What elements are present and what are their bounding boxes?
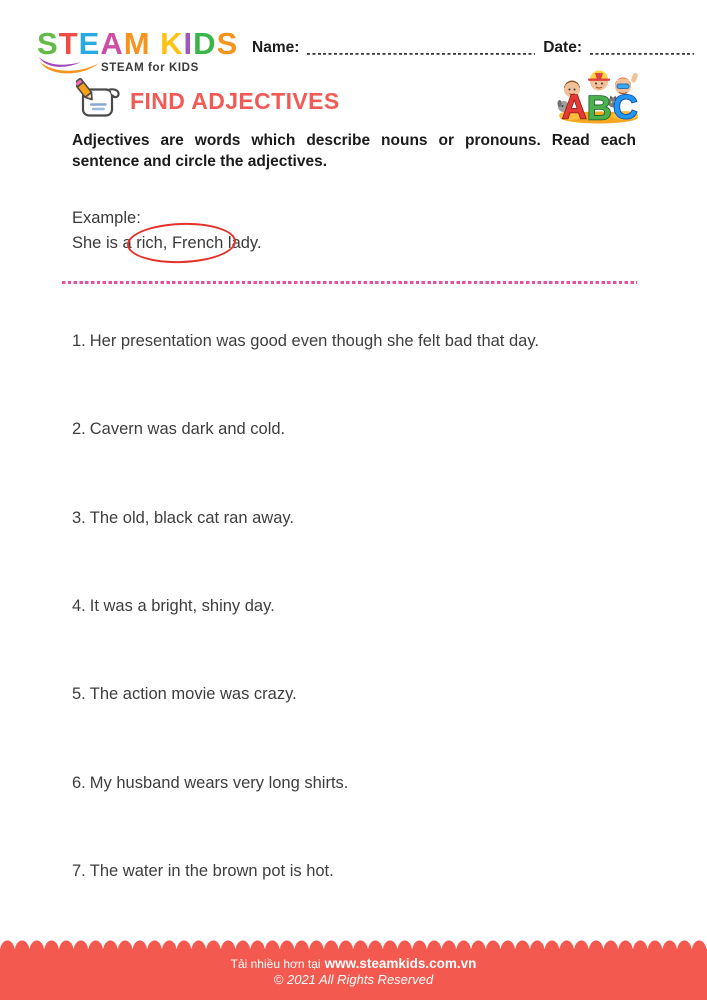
- name-date-row: [252, 39, 694, 57]
- logo-letters: [37, 28, 247, 59]
- name-fill-line: [307, 43, 535, 55]
- instructions-text: Adjectives are words which describe nouns or pronouns. Read each sentence and circle the adjectives.: [72, 132, 636, 171]
- footer-copyright: © 2021 All Rights Reserved: [273, 972, 434, 987]
- logo-letter: S: [216, 26, 239, 61]
- sentence-item: [72, 860, 677, 948]
- svg-text:B: B: [587, 89, 612, 124]
- sentence-text: The old, black cat ran away.: [89, 508, 294, 527]
- footer-website: www.steamkids.com.vn: [324, 956, 477, 971]
- sentence-number: 3.: [72, 508, 86, 527]
- logo-letter: I: [183, 26, 194, 61]
- sentence-item: [72, 507, 677, 595]
- sentence-item: [72, 418, 677, 506]
- logo-letter: E: [78, 26, 101, 61]
- sentence-item: [72, 595, 677, 683]
- example-suffix: lady.: [223, 233, 262, 252]
- sentence-item: [72, 772, 677, 860]
- footer: [0, 951, 707, 1000]
- example-label: Example:: [72, 209, 141, 227]
- logo-letter: K: [160, 26, 184, 61]
- logo-letter: [151, 26, 161, 61]
- svg-text:C: C: [613, 88, 638, 124]
- sentence-text: It was a bright, shiny day.: [89, 597, 275, 616]
- circled-words: rich, French: [136, 233, 224, 252]
- sentence-item: [72, 683, 677, 771]
- abc-kids-clipart: [557, 66, 642, 124]
- sentence-list: [72, 330, 677, 948]
- sentence-number: 6.: [72, 773, 86, 792]
- example-sentence: [72, 232, 262, 255]
- sentence-text: Cavern was dark and cold.: [89, 420, 286, 439]
- dotted-separator: [62, 281, 637, 284]
- sentence-number: 2.: [72, 420, 86, 439]
- sentence-item: [72, 330, 677, 418]
- logo-letter: A: [100, 26, 124, 61]
- sentence-text: The water in the brown pot is hot.: [89, 862, 334, 881]
- sentence-number: 1.: [72, 332, 86, 350]
- date-label: Date:: [543, 39, 582, 56]
- page-title: FIND ADJECTIVES: [130, 88, 340, 114]
- example-block: [72, 207, 262, 255]
- sentence-number: 5.: [72, 685, 86, 704]
- sentence-text: The action movie was crazy.: [89, 685, 297, 704]
- logo-subtitle: STEAM for KIDS: [101, 62, 199, 74]
- logo-letter: M: [123, 26, 151, 61]
- logo-letter: T: [58, 26, 79, 61]
- example-prefix: She is a: [72, 233, 137, 252]
- circled-adjectives: [136, 232, 223, 255]
- sentence-number: 7.: [72, 862, 86, 881]
- svg-text:A: A: [562, 88, 587, 124]
- name-label: Name:: [252, 39, 300, 56]
- title-row: [76, 66, 642, 124]
- date-fill-line: [590, 43, 694, 55]
- footer-download-line: [0, 951, 707, 971]
- footer-download-text: Tải nhiều hơn tại: [230, 957, 321, 971]
- sentence-text: My husband wears very long shirts.: [89, 773, 349, 792]
- pencil-and-paper-icon: [76, 76, 122, 119]
- sentence-text: Her presentation was good even though she felt bad that day.: [89, 332, 539, 350]
- logo-letter: D: [193, 26, 217, 61]
- sentence-number: 4.: [72, 597, 86, 616]
- logo-letter: S: [37, 26, 59, 61]
